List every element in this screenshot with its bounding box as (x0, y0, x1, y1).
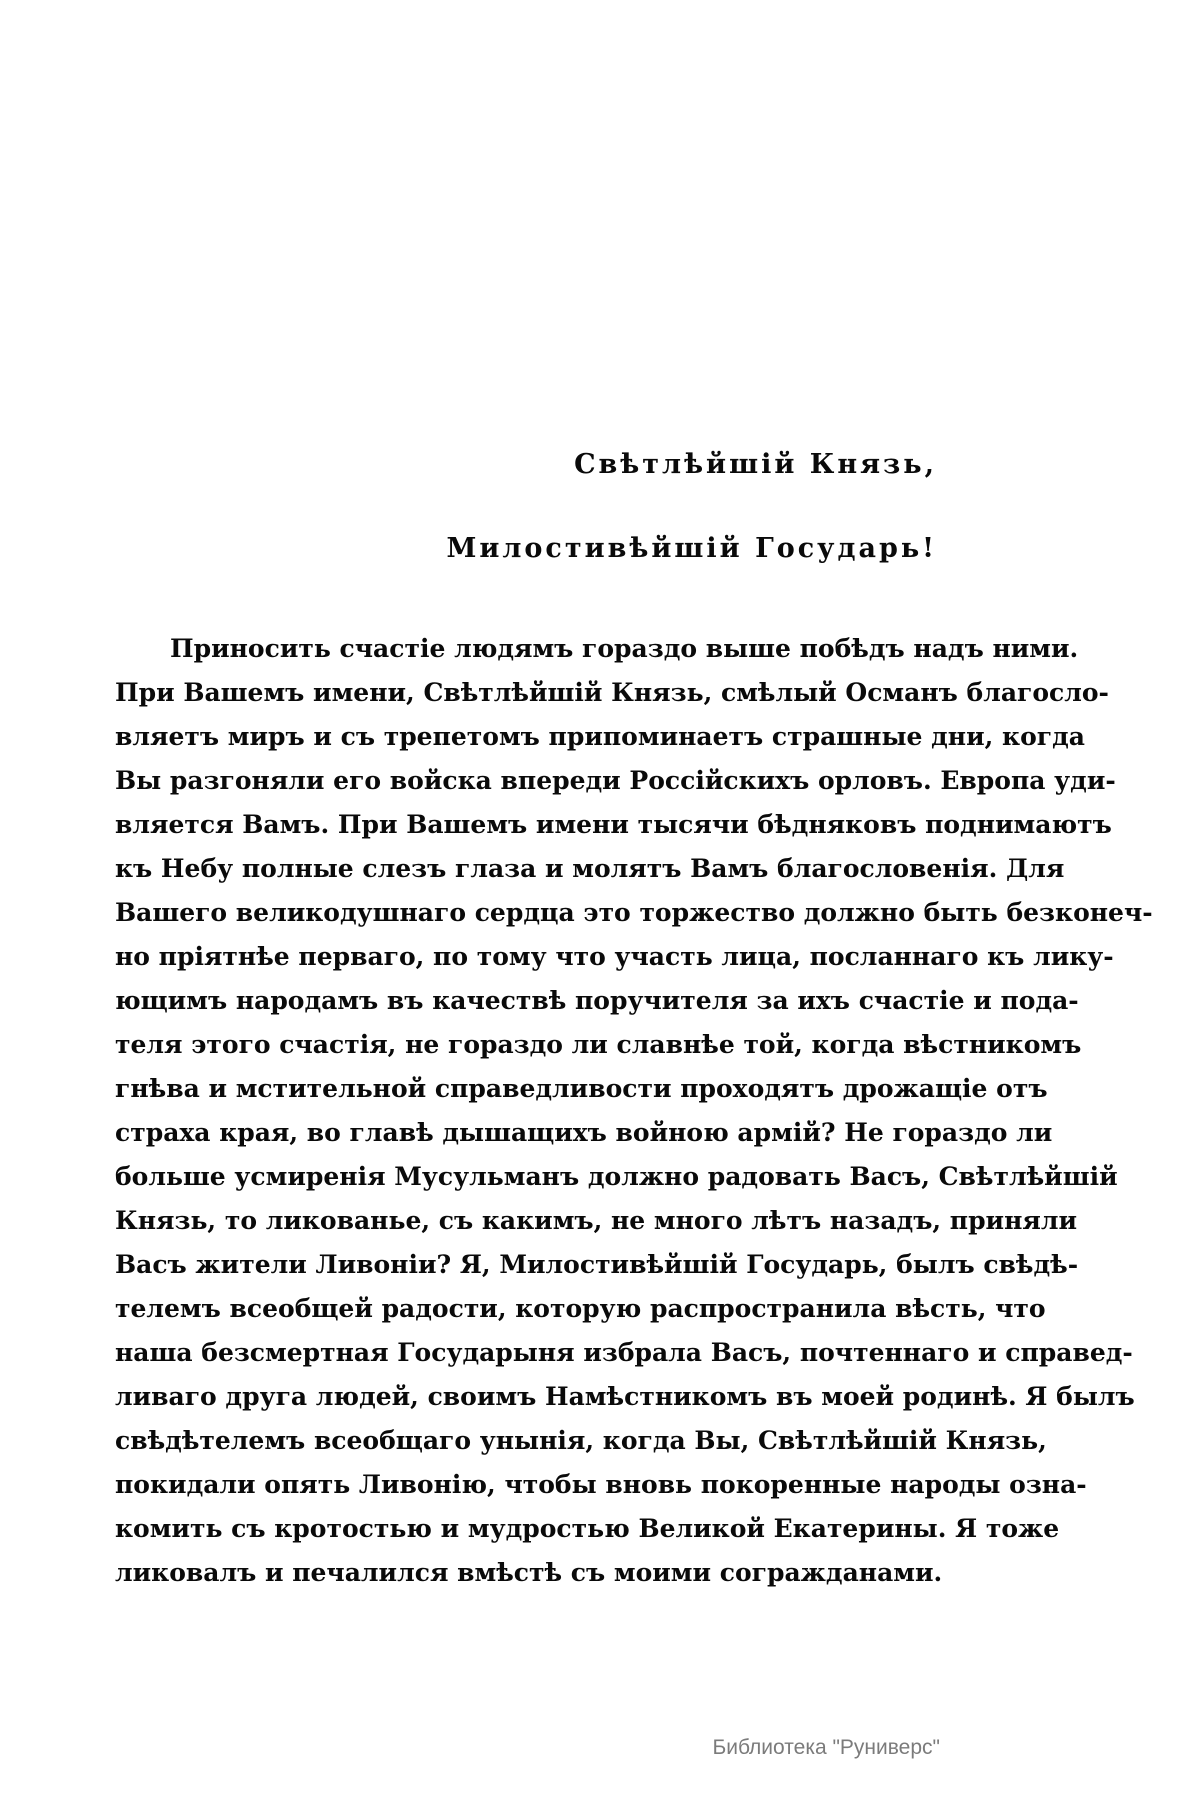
text-line-11: гнѣва и мстительной справедливости проходятъ дрожащіе отъ (115, 1074, 1048, 1103)
text-line-3: вляетъ миръ и съ трепетомъ припоминаетъ страшные дни, когда (115, 722, 1085, 751)
text-line-21: комить съ кротостью и мудростью Великой Екатерины. Я тоже (115, 1514, 1060, 1543)
text-line-7: Вашего великодушнаго сердца это торжество должно быть безконеч- (115, 898, 1153, 927)
text-line-17: наша безсмертная Государыня избрала Васъ, почтеннаго и справед- (115, 1338, 1133, 1367)
text-line-13: больше усмиренія Мусульманъ должно радовать Васъ, Свѣтлѣйшій (115, 1162, 1118, 1191)
text-line-4: Вы разгоняли его войска впереди Россійскихъ орловъ. Европа уди- (115, 766, 1116, 795)
text-line-16: телемъ всеобщей радости, которую распространила вѣсть, что (115, 1294, 1046, 1323)
text-line-5: вляется Вамъ. При Вашемъ имени тысячи бѣдняковъ поднимаютъ (115, 810, 1112, 839)
text-line-6: къ Небу полные слезъ глаза и молятъ Вамъ благословенія. Для (115, 854, 1065, 883)
text-line-9: ющимъ народамъ въ качествѣ поручителя за ихъ счастіе и пода- (115, 986, 1079, 1015)
library-watermark: Библиотека "Руниверс" (712, 1736, 940, 1759)
text-line-20: покидали опять Ливонію, чтобы вновь покоренные народы озна- (115, 1470, 1087, 1499)
text-line-15: Васъ жители Ливоніи? Я, Милостивѣйшій Государь, былъ свѣдѣ- (115, 1250, 1079, 1279)
letter-body-paragraph (115, 627, 1153, 1595)
text-line-22: ликовалъ и печалился вмѣстѣ съ моими согражданами. (115, 1558, 943, 1587)
text-line-12: страха края, во главѣ дышащихъ войною армій? Не гораздо ли (115, 1118, 1053, 1147)
text-line-14: Князь, то ликованье, съ какимъ, не много лѣтъ назадъ, приняли (115, 1206, 1078, 1235)
salutation-line-2: Милостивѣйшій Государь! (446, 533, 937, 564)
salutation-line-1: Свѣтлѣйшій Князь, (574, 449, 937, 480)
text-line-8: но пріятнѣе перваго, по тому что участь лица, посланнаго къ лику- (115, 942, 1114, 971)
text-line-1: Приносить счастіе людямъ гораздо выше побѣдъ надъ ними. (170, 634, 1079, 663)
text-line-10: теля этого счастія, не гораздо ли славнѣе той, когда вѣстникомъ (115, 1030, 1082, 1059)
text-line-18: ливаго друга людей, своимъ Намѣстникомъ въ моей родинѣ. Я былъ (115, 1382, 1135, 1411)
text-line-19: свѣдѣтелемъ всеобщаго унынія, когда Вы, Свѣтлѣйшій Князь, (115, 1426, 1047, 1455)
text-line-2: При Вашемъ имени, Свѣтлѣйшій Князь, смѣлый Османъ благосло- (115, 678, 1109, 707)
